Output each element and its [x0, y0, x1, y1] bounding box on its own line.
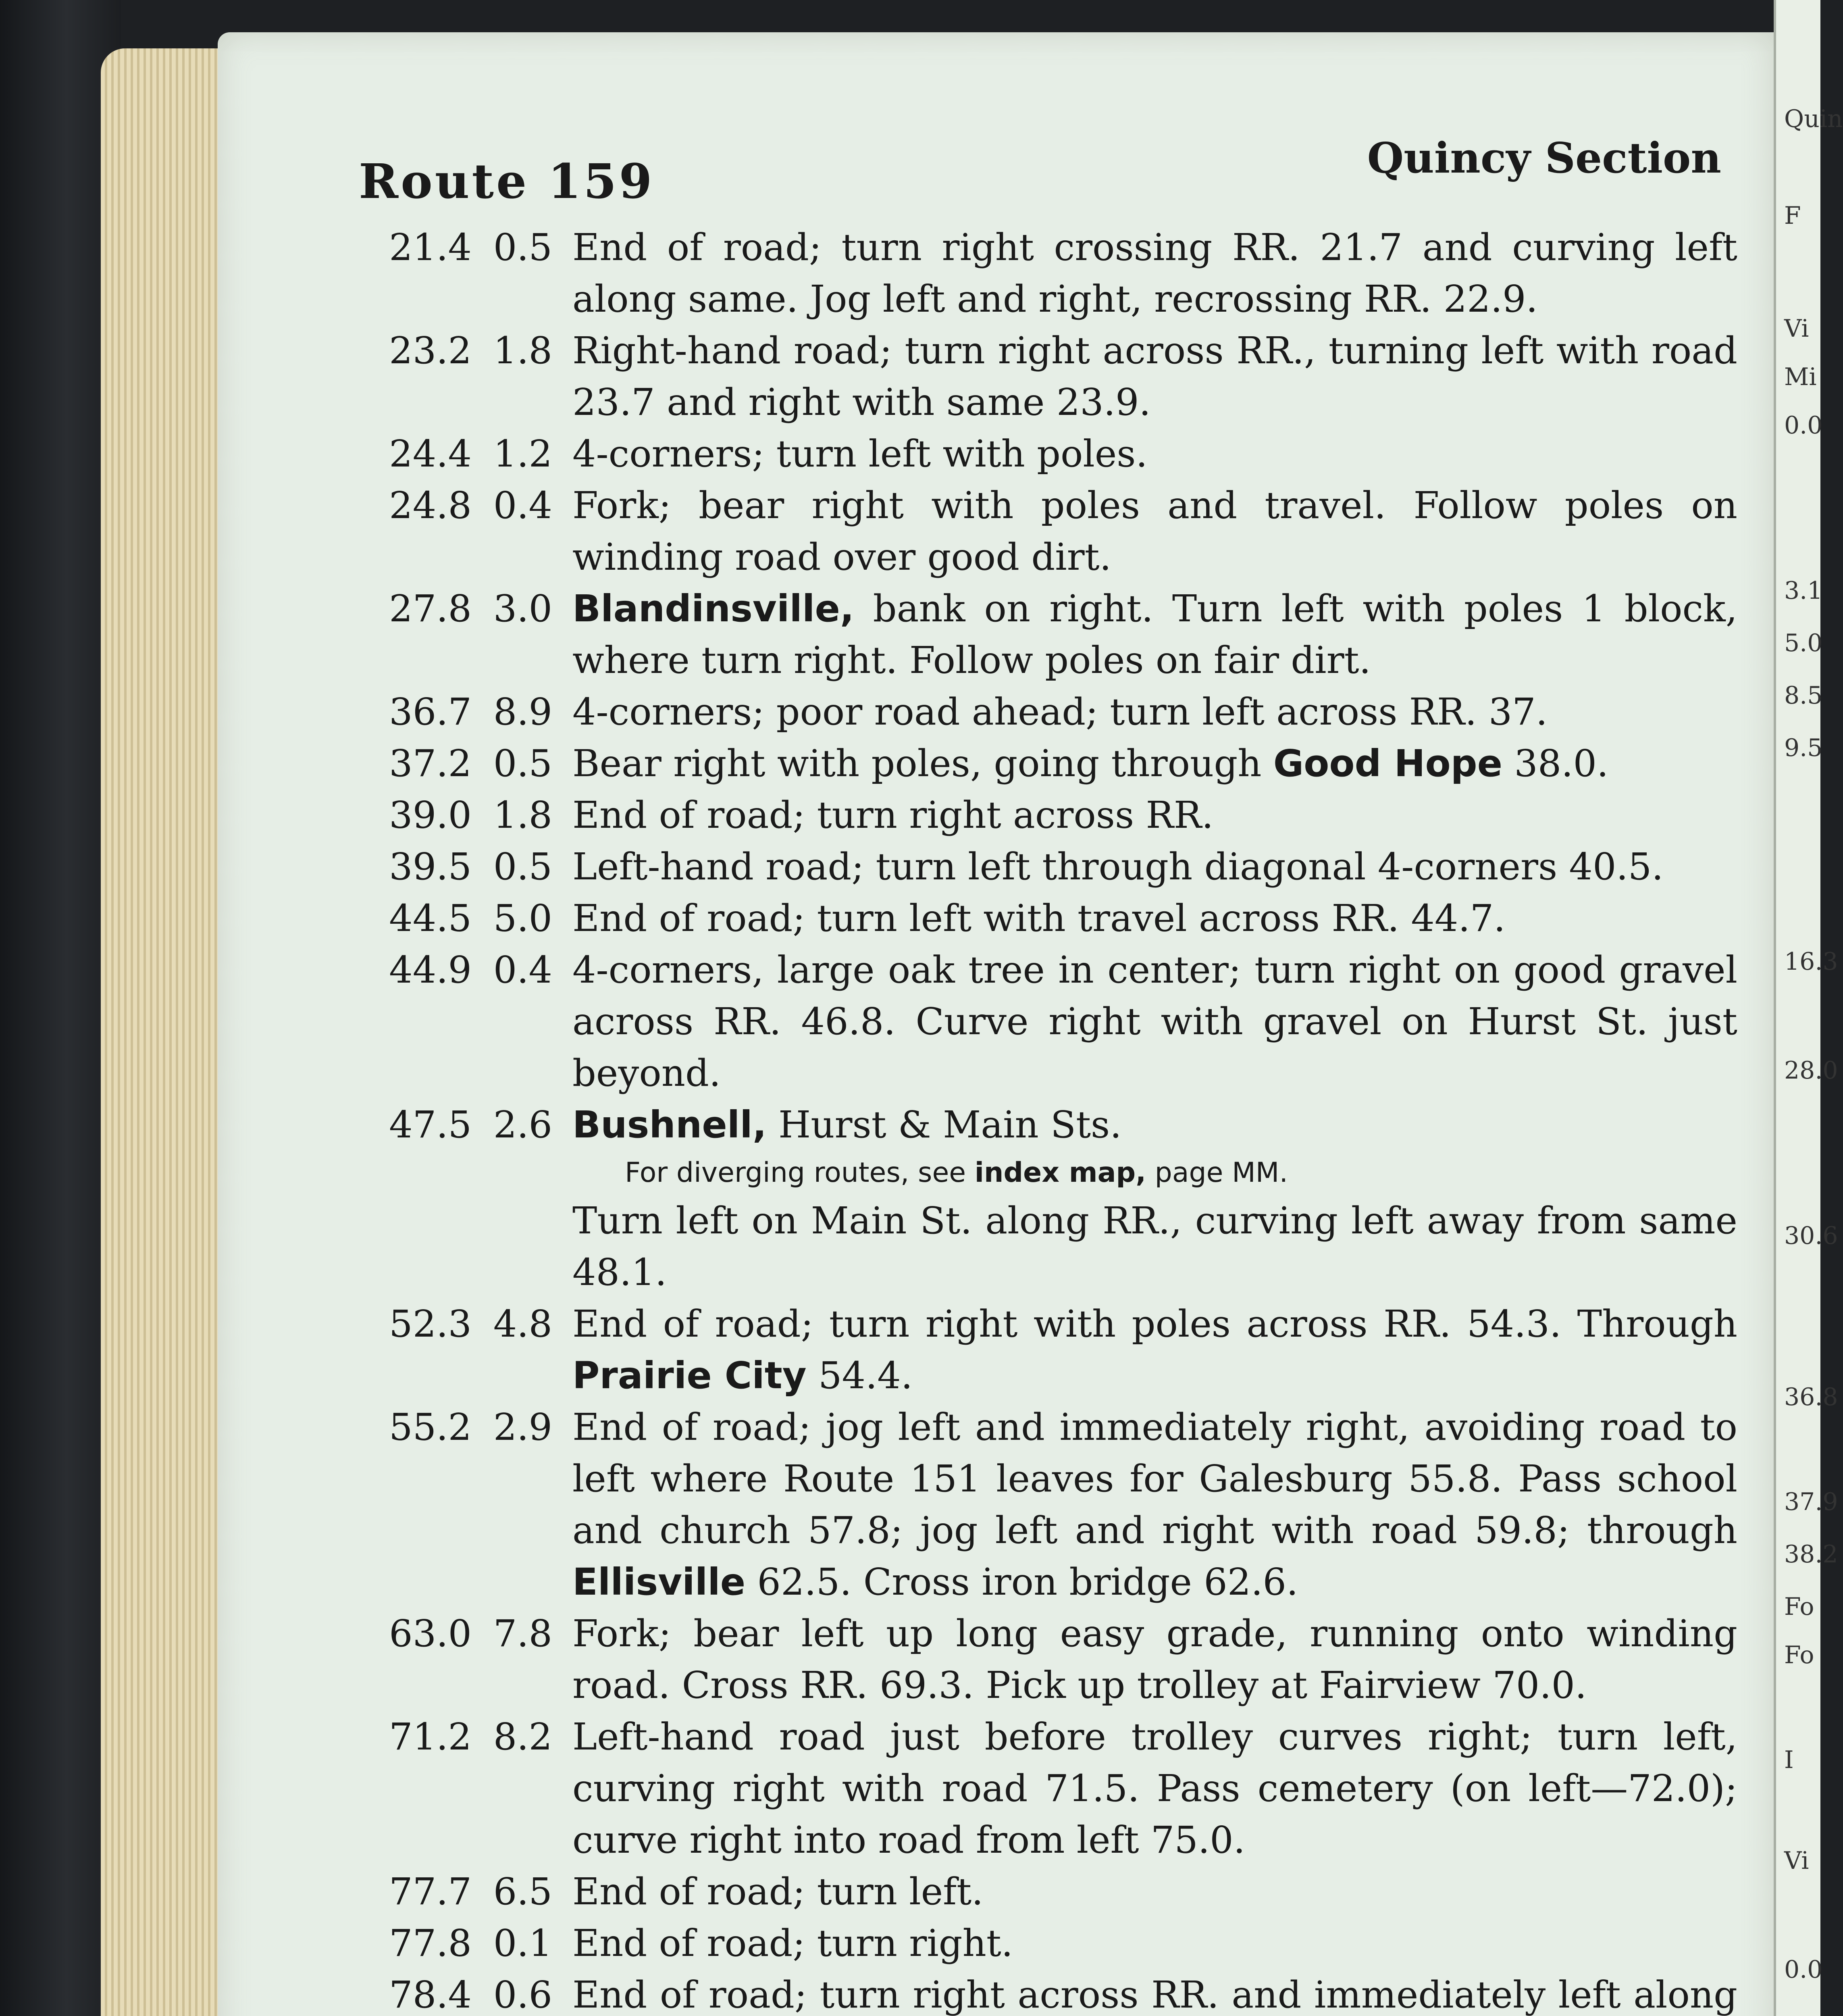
route-entry: [375, 686, 1737, 738]
entry-description: [572, 222, 1737, 325]
total-mileage: 44.9: [389, 948, 472, 991]
segment-mileage: 1.2: [493, 432, 552, 475]
segment-mileage: 0.6: [493, 1973, 552, 2016]
route-entry: [375, 1711, 1737, 1866]
direction-text: 54.4.: [806, 1354, 913, 1397]
total-mileage: 23.2: [389, 329, 472, 372]
place-name: Good Hope: [1273, 742, 1502, 785]
next-page-fragment: 8.5: [1784, 681, 1823, 710]
next-page-fragment: 16.3: [1784, 948, 1838, 976]
total-mileage: 55.2: [389, 1406, 472, 1449]
segment-mileage: 0.1: [493, 1922, 552, 1965]
segment-mileage: 1.8: [493, 329, 552, 372]
route-entry: [375, 428, 1737, 480]
route-entry: [375, 222, 1737, 325]
route-title: Route 159: [359, 153, 655, 209]
route-entry: [375, 738, 1737, 789]
next-page-fragment: Mi: [1784, 363, 1817, 391]
section-title: Quincy Section: [1367, 133, 1721, 183]
entry-description: [572, 1298, 1737, 1402]
entry-description: [572, 428, 1737, 480]
direction-text: End of road; turn right with poles across RR. 54.3. Through: [572, 1302, 1737, 1345]
route-entry: [375, 1969, 1737, 2016]
segment-mileage: 3.0: [493, 587, 552, 630]
next-page-fragment: Vi: [1784, 1847, 1809, 1875]
next-page-fragment: Vi: [1784, 314, 1809, 343]
entry-description: [572, 841, 1737, 893]
total-mileage: 78.4: [389, 1973, 472, 2016]
entry-description: [572, 1711, 1737, 1866]
direction-text: Fork; bear right with poles and travel. Follow poles on winding road over good dirt.: [572, 484, 1737, 579]
book-page: [218, 32, 1774, 2016]
diverging-routes-note: [625, 1151, 1737, 1195]
entry-continuation: [572, 1195, 1737, 1298]
route-entry: [375, 944, 1737, 1099]
entry-description: [572, 325, 1737, 428]
route-entries: [375, 222, 1737, 2016]
direction-text: 4-corners, large oak tree in center; turn right on good gravel across RR. 46.8. Curve right with gravel on Hurst St. just beyond.: [572, 948, 1737, 1095]
route-entry: [375, 1866, 1737, 1918]
direction-text: Hurst & Main Sts.: [766, 1103, 1122, 1146]
next-page-fragment: 0.0: [1784, 411, 1823, 439]
route-entry: [375, 1918, 1737, 1969]
next-page-fragment: 37.9: [1784, 1488, 1838, 1516]
next-page-fragment: Quin: [1784, 105, 1843, 133]
entry-description: [572, 944, 1737, 1099]
segment-mileage: 8.9: [493, 690, 552, 733]
direction-text: End of road; turn right crossing RR. 21.7 and curving left along same. Jog left and right, recrossing RR. 22.9.: [572, 226, 1737, 321]
next-page-fragment: 9.5: [1784, 734, 1823, 762]
total-mileage: 21.4: [389, 226, 472, 269]
entry-description: [572, 893, 1737, 944]
segment-mileage: 0.5: [493, 226, 552, 269]
total-mileage: 47.5: [389, 1103, 472, 1146]
entry-description: [572, 789, 1737, 841]
route-entry: [375, 1402, 1737, 1608]
next-page-fragment: Fo: [1784, 1641, 1814, 1669]
total-mileage: 63.0: [389, 1612, 472, 1655]
direction-text: End of road; turn right across RR.: [572, 793, 1214, 837]
segment-mileage: 0.4: [493, 948, 552, 991]
next-page-fragment: Fo: [1784, 1593, 1814, 1621]
segment-mileage: 7.8: [493, 1612, 552, 1655]
direction-text: 4-corners; turn left with poles.: [572, 432, 1148, 475]
direction-text: page MM.: [1146, 1157, 1288, 1189]
route-entry: [375, 1298, 1737, 1402]
next-page-fragment: 5.0: [1784, 629, 1823, 657]
direction-text: Bear right with poles, going through: [572, 742, 1273, 785]
entry-description: [572, 738, 1737, 789]
place-name: Blandinsville,: [572, 587, 854, 630]
total-mileage: 39.5: [389, 845, 472, 888]
segment-mileage: 5.0: [493, 897, 552, 940]
segment-mileage: 2.9: [493, 1406, 552, 1449]
place-name: Bushnell,: [572, 1103, 767, 1146]
direction-text: End of road; turn left with travel across RR. 44.7.: [572, 897, 1506, 940]
segment-mileage: 0.5: [493, 845, 552, 888]
total-mileage: 37.2: [389, 742, 472, 785]
direction-text: 4-corners; poor road ahead; turn left across RR. 37.: [572, 690, 1548, 733]
segment-mileage: 6.5: [493, 1870, 552, 1913]
direction-text: Left-hand road just before trolley curves right; turn left, curving right with road 71.5. Pass cemetery (on left—72.0); curve right into road from left 75.0.: [572, 1715, 1737, 1862]
next-page-fragment: 3.1: [1784, 577, 1823, 605]
direction-text: End of road; turn right across RR. and immediately left along: [572, 1973, 1737, 2016]
route-entry: [375, 789, 1737, 841]
direction-text: Fork; bear left up long easy grade, running onto winding road. Cross RR. 69.3. Pick up trolley at Fairview 70.0.: [572, 1612, 1737, 1707]
total-mileage: 27.8: [389, 587, 472, 630]
entry-description: [572, 1608, 1737, 1711]
next-page-fragment: 30.6: [1784, 1222, 1838, 1250]
direction-text: For diverging routes, see: [625, 1157, 975, 1189]
total-mileage: 44.5: [389, 897, 472, 940]
route-entry: [375, 1608, 1737, 1711]
route-entry: [375, 893, 1737, 944]
segment-mileage: 1.8: [493, 793, 552, 837]
entry-description: [572, 1866, 1737, 1918]
total-mileage: 52.3: [389, 1302, 472, 1345]
entry-description: [572, 1402, 1737, 1608]
direction-text: End of road; jog left and immediately right, avoiding road to left where Route 151 leaves for Galesburg 55.8. Pass school and church 57.8; jog left and right with road 59.8; through: [572, 1406, 1737, 1552]
place-name: Ellisville: [572, 1560, 746, 1604]
segment-mileage: 2.6: [493, 1103, 552, 1146]
route-entry: [375, 583, 1737, 686]
total-mileage: 36.7: [389, 690, 472, 733]
next-page-fragment: 36.8: [1784, 1383, 1838, 1411]
entry-description: [572, 686, 1737, 738]
direction-text: Left-hand road; turn left through diagonal 4-corners 40.5.: [572, 845, 1664, 888]
route-entry: [375, 480, 1737, 583]
segment-mileage: 8.2: [493, 1715, 552, 1758]
segment-mileage: 4.8: [493, 1302, 552, 1345]
route-entry: [375, 325, 1737, 428]
direction-text: End of road; turn left.: [572, 1870, 984, 1913]
entry-description: [572, 1918, 1737, 1969]
direction-text: bank on right. Turn left with poles 1 block, where turn right. Follow poles on fair dirt.: [572, 587, 1737, 682]
segment-mileage: 0.4: [493, 484, 552, 527]
total-mileage: 77.8: [389, 1922, 472, 1965]
total-mileage: 77.7: [389, 1870, 472, 1913]
next-page-fragment: 28.0: [1784, 1056, 1838, 1085]
next-page-fragment: I: [1784, 1746, 1794, 1774]
place-name: Prairie City: [572, 1354, 807, 1397]
direction-text: 62.5. Cross iron bridge 62.6.: [745, 1560, 1298, 1604]
route-entry: [375, 1099, 1737, 1298]
segment-mileage: 0.5: [493, 742, 552, 785]
next-page-edge: [1774, 0, 1843, 2016]
direction-text: End of road; turn right.: [572, 1922, 1013, 1965]
next-page-fragment: 0.0: [1784, 1956, 1823, 1984]
total-mileage: 24.4: [389, 432, 472, 475]
entry-description: [572, 1969, 1737, 2016]
next-page-fragment: 38.2: [1784, 1540, 1838, 1568]
place-name: index map,: [974, 1157, 1146, 1189]
entry-description: [572, 583, 1737, 686]
direction-text: Turn left on Main St. along RR., curving left away from same 48.1.: [572, 1199, 1737, 1294]
total-mileage: 71.2: [389, 1715, 472, 1758]
entry-description: [572, 1099, 1737, 1151]
direction-text: 38.0.: [1502, 742, 1609, 785]
direction-text: Right-hand road; turn right across RR., turning left with road 23.7 and right with same 23.9.: [572, 329, 1737, 424]
entry-description: [572, 480, 1737, 583]
next-page-fragment: F: [1784, 202, 1801, 230]
route-entry: [375, 841, 1737, 893]
total-mileage: 24.8: [389, 484, 472, 527]
total-mileage: 39.0: [389, 793, 472, 837]
